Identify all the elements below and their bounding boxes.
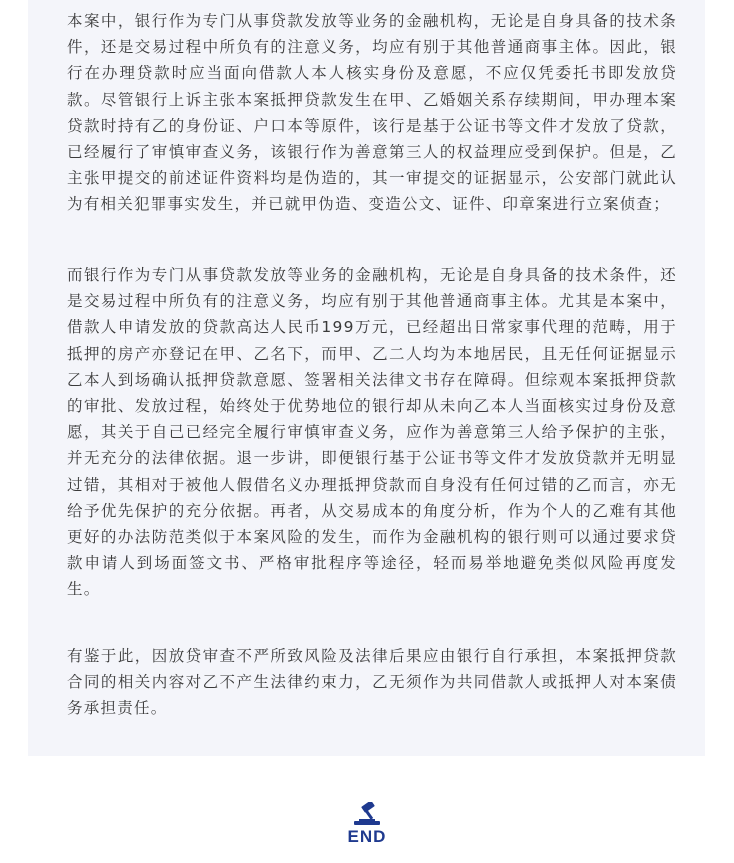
article-paragraph-3: 有鉴于此，因放贷审查不严所致风险及法律后果应由银行自行承担，本案抵押贷款合同的相关内容对乙不产生法律约束力，乙无须作为共同借款人或抵押人对本案债务承担责任。 bbox=[67, 647, 677, 718]
article-paragraph-2: 而银行作为专门从事贷款发放等业务的金融机构，无论是自身具备的技术条件，还是交易过程中所负有的注意义务，均应有别于其他普通商事主体。尤其是本案中，借款人申请发放的贷款高达人民币199万元，已经超出日常家事代理的范畴，用于抵押的房产亦登记在甲、乙名下，而甲、乙二人均为本地居民，且无任何证据显示乙本人到场确认抵押贷款意愿、签署相关法律文书存在障碍。但综观本案抵押贷款的审批、发放过程，始终处于优势地位的银行却从未向乙本人当面核实过身份及意愿，其关于自己已经完全履行审慎审查义务，应作为善意第三人给予保护的主张，并无充分的法律依据。退一步讲，即便银行基于公证书等文件才发放贷款并无明显过错，其相对于被他人假借名义办理抵押贷款而自身没有任何过错的乙而言，亦无给予优先保护的充分依据。再者，从交易成本的角度分析，作为个人的乙难有其他更好的办法防范类似于本案风险的发生，而作为金融机构的银行则可以通过要求贷款申请人到场面签文书、严格审批程序等途径，轻而易举地避免类似风险再度发生。 bbox=[67, 266, 677, 599]
gavel-icon bbox=[350, 802, 384, 826]
end-mark bbox=[337, 802, 397, 850]
end-label: END bbox=[347, 827, 387, 846]
article-paragraph-1: 本案中，银行作为专门从事贷款发放等业务的金融机构，无论是自身具备的技术条件，还是交易过程中所负有的注意义务，均应有别于其他普通商事主体。因此，银行在办理贷款时应当面向借款人本人核实身份及意愿，不应仅凭委托书即发放贷款。尽管银行上诉主张本案抵押贷款发生在甲、乙婚姻关系存续期间，甲办理本案贷款时持有乙的身份证、户口本等原件，该行是基于公证书等文件才发放了贷款，已经履行了审慎审查义务，该银行作为善意第三人的权益理应受到保护。但是，乙主张甲提交的前述证件资料均是伪造的，其一审提交的证据显示，公安部门就此认为有相关犯罪事实发生，并已就甲伪造、变造公文、证件、印章案进行立案侦查； bbox=[67, 12, 677, 214]
